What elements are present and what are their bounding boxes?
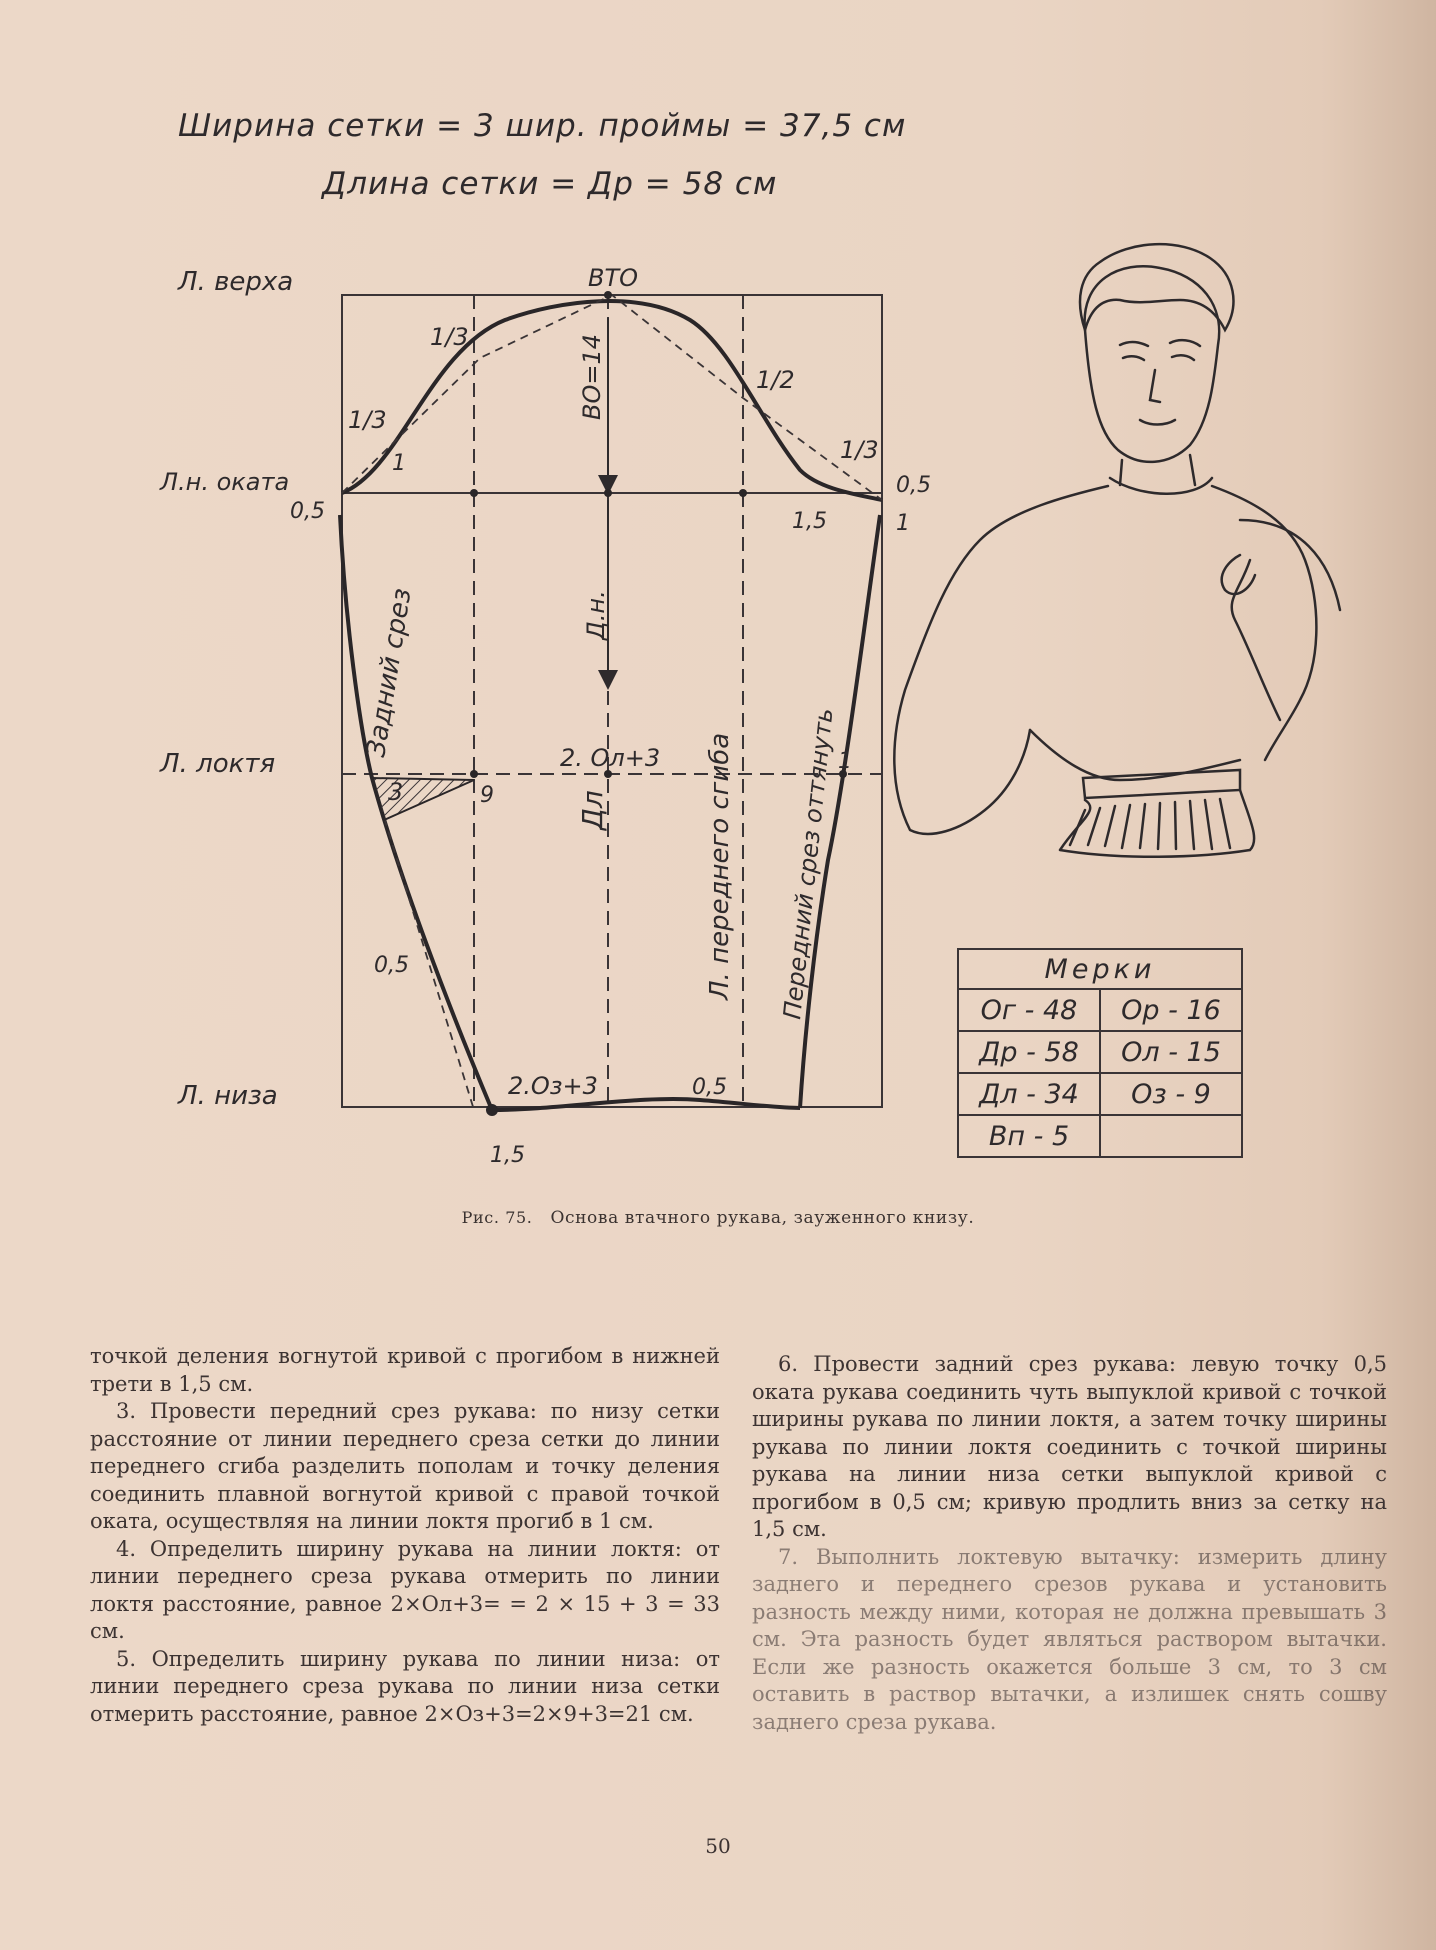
label-level-top: Л. верха xyxy=(178,267,294,297)
page-number: 50 xyxy=(705,1834,731,1858)
label-third-a: 1/3 xyxy=(430,323,469,351)
table-cell: Ол - 15 xyxy=(1100,1031,1242,1073)
grid-length-heading: Длина сетки = Др = 58 см xyxy=(322,166,778,202)
label-bottom-formula: 2.Оз+3 xyxy=(508,1072,598,1100)
label-one-half-b: 1,5 xyxy=(490,1143,525,1168)
label-vto: ВТО xyxy=(588,264,639,292)
hem-curve xyxy=(492,1099,800,1110)
paragraph: 4. Определить ширину рукава на линии локтя: от линии переднего среза рукава отмерить по линии локтя расстояние, равное 2×Ол+3= = 2 × 15 + 3 = 33 см. xyxy=(90,1536,720,1643)
table-row xyxy=(958,1115,1242,1157)
table-cell xyxy=(1100,1115,1242,1157)
grid-width-heading: Ширина сетки = 3 шир. проймы = 37,5 см xyxy=(178,108,907,144)
belt xyxy=(1083,770,1240,798)
woman-sketch xyxy=(894,244,1340,857)
paragraph: точкой деления вогнутой кривой с прогибом в нижней трети в 1,5 см. xyxy=(90,1344,720,1396)
label-half-cm-c: 0,5 xyxy=(374,953,409,978)
table-cell: Ог - 48 xyxy=(958,989,1100,1031)
left-text-column xyxy=(90,1343,720,1728)
paragraph: 5. Определить ширину рукава по линии низа: от линии переднего среза рукава по линии низа сетки отмерить расстояние, равное 2×Оз+3=2×9+3=21 см. xyxy=(90,1646,720,1726)
label-third-c: 1/3 xyxy=(840,436,879,464)
label-one-a: 1 xyxy=(392,451,406,476)
label-third-b: 1/3 xyxy=(348,406,387,434)
back-seam-curve xyxy=(340,515,492,1110)
table-cell: Оз - 9 xyxy=(1100,1073,1242,1115)
figure-number: Рис. 75. xyxy=(461,1208,533,1227)
hair xyxy=(1080,244,1233,330)
label-dn: Д.н. xyxy=(582,590,610,640)
nose xyxy=(1150,370,1160,402)
label-one-c: 1 xyxy=(838,749,852,774)
left-shoulder-sleeve xyxy=(894,486,1108,834)
label-half-cm-b: 0,5 xyxy=(896,473,931,498)
eyes xyxy=(1123,355,1194,360)
label-back-seam: Задний срез xyxy=(361,586,418,760)
label-one-b: 1 xyxy=(896,511,910,536)
label-front-fold: Л. переднего сгиба xyxy=(705,732,735,1000)
label-elbow-formula: 2. Ол+3 xyxy=(560,744,661,772)
label-vo: ВО=14 xyxy=(578,333,606,420)
label-front-seam: Передний срез оттянуть xyxy=(778,706,839,1021)
figure-caption-text: Основа втачного рукава, зауженного книзу. xyxy=(550,1208,975,1228)
measures-header: Мерки xyxy=(958,949,1242,989)
label-level-elbow: Л. локтя xyxy=(160,749,276,779)
label-half-cm-d: 0,5 xyxy=(692,1075,727,1100)
measures-table xyxy=(957,948,1243,1158)
label-nine: 9 xyxy=(480,783,494,808)
paragraph: 3. Провести передний срез рукава: по низу сетки расстояние от линии переднего среза сетки до линии переднего сгиба разделить пополам и точку деления соединить плавной вогнутой кривой с правой точкой оката, осуществляя на линии локтя прогиб в 1 см. xyxy=(90,1399,720,1533)
skirt-pleats xyxy=(1070,799,1230,849)
label-half-cm-a: 0,5 xyxy=(290,499,325,524)
right-shoulder xyxy=(1212,486,1316,760)
collar xyxy=(1110,478,1212,494)
neck xyxy=(1120,455,1195,485)
table-cell: Ор - 16 xyxy=(1100,989,1242,1031)
table-cell: Др - 58 xyxy=(958,1031,1100,1073)
table-row xyxy=(958,989,1242,1031)
mouth xyxy=(1140,420,1175,425)
label-three: 3 xyxy=(388,778,404,806)
label-level-bottom: Л. низа xyxy=(178,1081,278,1111)
paragraph: 6. Провести задний срез рукава: левую точку 0,5 оката рукава соединить чуть выпуклой кривой с точкой ширины рукава по линии локтя, а затем точку ширины рукава по линии локтя соединить с точкой ширины рукава на линии низа сетки выпуклой кривой с прогибом в 0,5 см; кривую продлить вниз за сетку на 1,5 см. xyxy=(752,1352,1387,1541)
face-outline xyxy=(1085,266,1220,462)
label-one-half-a: 1,5 xyxy=(792,509,827,534)
label-level-armhole: Л.н. оката xyxy=(160,468,290,496)
figure-caption xyxy=(0,1208,1436,1228)
table-row xyxy=(958,1031,1242,1073)
eyebrows xyxy=(1120,340,1200,346)
sleeve-cap-curve xyxy=(342,301,882,500)
paragraph: 7. Выполнить локтевую вытачку: измерить длину заднего и переднего срезов рукава и установить разность между ними, которая не должна превышать 3 см. Эта разность будет являться раствором вытачки. Если же разность окажется больше 3 см, то 3 см оставить в раствор вытачки, а излишек снять сошву заднего среза рукава. xyxy=(752,1544,1387,1734)
arm-raised xyxy=(1232,560,1280,720)
table-row xyxy=(958,1073,1242,1115)
table-cell: Вп - 5 xyxy=(958,1115,1100,1157)
label-half: 1/2 xyxy=(756,366,795,394)
table-cell: Дл - 34 xyxy=(958,1073,1100,1115)
label-dl: Дл xyxy=(576,790,609,830)
right-text-column xyxy=(752,1351,1387,1736)
